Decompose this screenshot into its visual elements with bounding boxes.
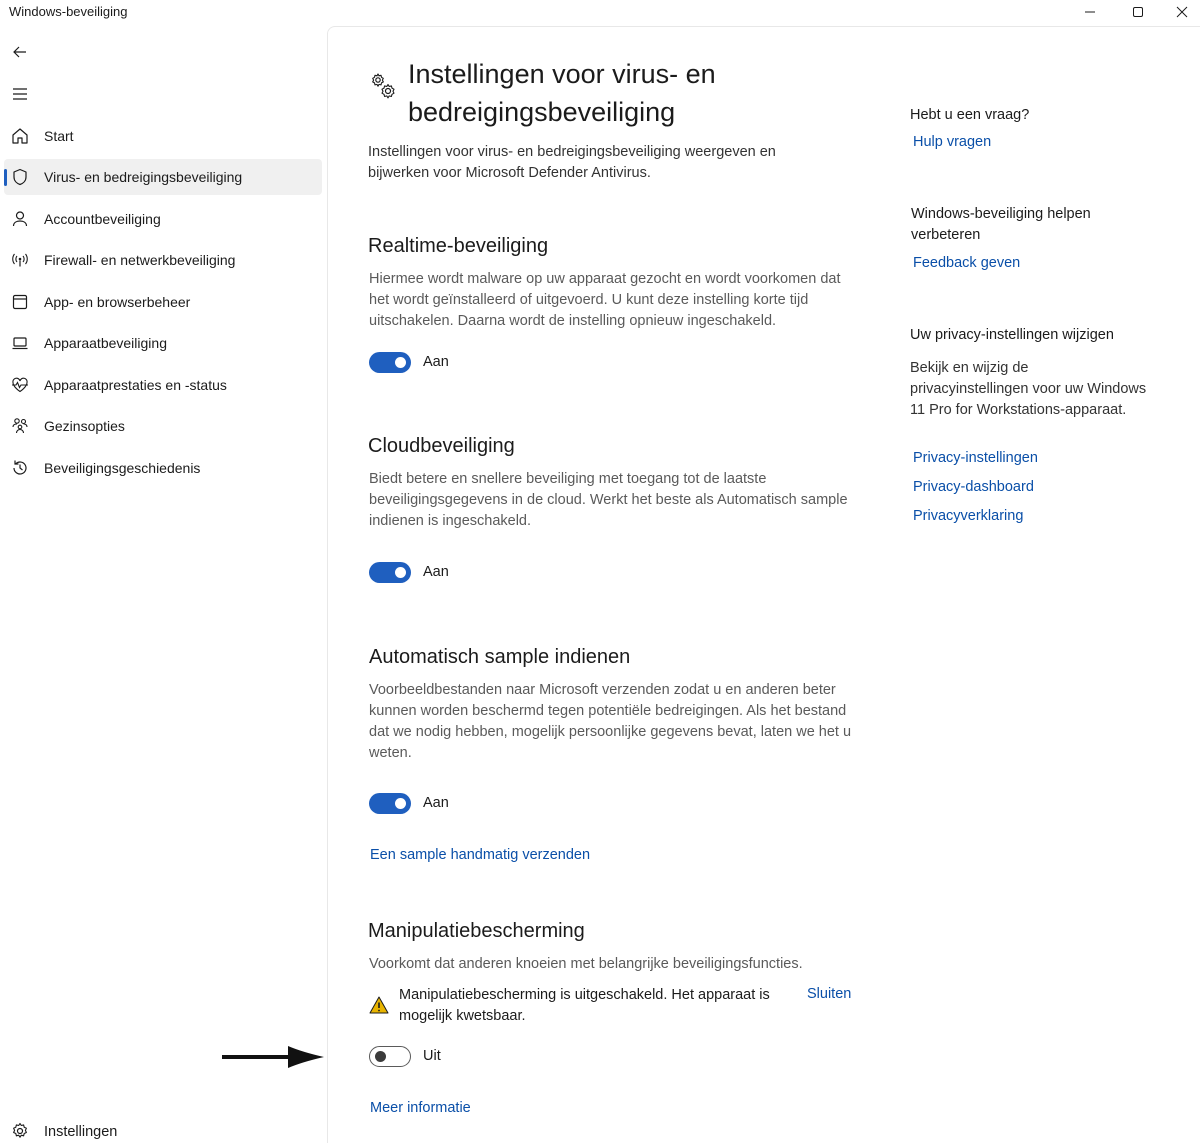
- sidebar-item-label: Start: [44, 128, 74, 144]
- toggle-knob: [395, 798, 406, 809]
- realtime-toggle[interactable]: [369, 352, 411, 373]
- toggle-knob: [375, 1051, 386, 1062]
- browser-window-icon: [10, 292, 30, 312]
- more-info-link[interactable]: Meer informatie: [370, 1100, 471, 1116]
- page-description: Instellingen voor virus- en bedreigingsbeveiliging weergeven en bijwerken voor Microsoft Defender Antivirus.: [368, 144, 776, 181]
- sample-title: Automatisch sample indienen: [369, 646, 631, 668]
- question-heading: Hebt u een vraag?: [910, 107, 1030, 123]
- realtime-description: Hiermee wordt malware op uw apparaat gezocht en wordt voorkomen dat het wordt geïnstalleerd of uitgevoerd. U kunt deze instelling korte tijd uitschakelen. Daarna wordt de instelling opnieuw ingeschakeld.: [369, 271, 841, 329]
- sidebar-item-family[interactable]: [4, 408, 322, 444]
- sidebar-item-label: Beveiligingsgeschiedenis: [44, 460, 201, 476]
- window-title: Windows-beveiliging: [9, 4, 128, 19]
- sample-state-label: Aan: [423, 795, 449, 811]
- tamper-description: Voorkomt dat anderen knoeien met belangrijke beveiligingsfuncties.: [369, 956, 803, 972]
- realtime-state-label: Aan: [423, 354, 449, 370]
- sidebar-item-virus-protection[interactable]: [4, 159, 322, 195]
- wireless-icon: [10, 250, 30, 270]
- gear-icon[interactable]: [10, 1121, 30, 1141]
- minimize-icon: [1084, 6, 1096, 18]
- hamburger-icon: [10, 84, 30, 104]
- sample-description: Voorbeeldbestanden naar Microsoft verzenden zodat u en anderen beter kunnen worden beschermd tegen potentiële bedreigingen. Als het bestand dat we nodig hebben, mogelijk persoonlijke gegevens bevat, laten we het u weten.: [369, 682, 852, 761]
- title-bar: [0, 0, 1200, 26]
- toggle-knob: [395, 357, 406, 368]
- sidebar-item-history[interactable]: [4, 450, 322, 486]
- tamper-toggle[interactable]: [369, 1046, 411, 1067]
- menu-button[interactable]: [10, 84, 30, 104]
- home-icon: [10, 126, 30, 146]
- tamper-title: Manipulatiebescherming: [368, 920, 585, 942]
- sidebar-item-label: App- en browserbeheer: [44, 294, 191, 310]
- sidebar-item-firewall[interactable]: [4, 242, 322, 278]
- improve-heading: Windows-beveiliging helpen verbeteren: [911, 206, 1091, 243]
- back-button[interactable]: [10, 42, 30, 62]
- sidebar-item-device-security[interactable]: [4, 325, 322, 361]
- help-link[interactable]: Hulp vragen: [913, 134, 992, 150]
- settings-link[interactable]: Instellingen: [44, 1124, 118, 1140]
- sidebar-item-label: Virus- en bedreigingsbeveiliging: [44, 169, 243, 185]
- sidebar-item-start[interactable]: [4, 118, 322, 154]
- privacy-settings-link[interactable]: Privacy-instellingen: [913, 450, 1038, 466]
- heart-pulse-icon: [10, 375, 30, 395]
- privacy-heading: Uw privacy-instellingen wijzigen: [910, 327, 1114, 343]
- sidebar-item-label: Accountbeveiliging: [44, 211, 161, 227]
- privacy-dashboard-link[interactable]: Privacy-dashboard: [913, 479, 1034, 495]
- privacy-text: Bekijk en wijzig de privacyinstellingen voor uw Windows 11 Pro for Workstations-apparaat.: [910, 360, 1147, 418]
- tamper-state-label: Uit: [423, 1048, 441, 1064]
- realtime-title: Realtime-beveiliging: [368, 235, 549, 257]
- maximize-icon: [1132, 6, 1144, 18]
- maximize-button[interactable]: [1116, 0, 1160, 24]
- shield-icon: [10, 167, 30, 187]
- toggle-knob: [395, 567, 406, 578]
- feedback-link[interactable]: Feedback geven: [913, 255, 1021, 271]
- sample-toggle[interactable]: [369, 793, 411, 814]
- page-title: Instellingen voor virus- en bedreigingsbeveiliging: [408, 59, 716, 127]
- history-icon: [10, 458, 30, 478]
- main-content: [327, 26, 1200, 1143]
- sidebar-item-account[interactable]: [4, 201, 322, 237]
- cloud-toggle[interactable]: [369, 562, 411, 583]
- sidebar-item-app-browser[interactable]: [4, 284, 322, 320]
- person-icon: [10, 209, 30, 229]
- cloud-state-label: Aan: [423, 564, 449, 580]
- tamper-warning-text: Manipulatiebescherming is uitgeschakeld. Het apparaat is mogelijk kwetsbaar.: [399, 987, 770, 1024]
- active-indicator: [4, 169, 7, 186]
- back-arrow-icon: [10, 42, 30, 62]
- warning-icon: [369, 995, 389, 1015]
- privacy-statement-link[interactable]: Privacyverklaring: [913, 508, 1024, 524]
- close-button[interactable]: [1160, 0, 1200, 24]
- family-icon: [10, 416, 30, 436]
- sidebar-item-label: Firewall- en netwerkbeveiliging: [44, 252, 236, 268]
- pointer-arrow-icon: [222, 1036, 326, 1078]
- dismiss-warning-link[interactable]: Sluiten: [807, 986, 852, 1002]
- sidebar: [0, 26, 327, 1143]
- sidebar-item-label: Gezinsopties: [44, 418, 125, 434]
- sidebar-item-label: Apparaatprestaties en -status: [44, 377, 227, 393]
- sidebar-item-label: Apparaatbeveiliging: [44, 335, 167, 351]
- cloud-title: Cloudbeveiliging: [368, 435, 515, 457]
- close-icon: [1176, 6, 1188, 18]
- laptop-icon: [10, 333, 30, 353]
- sidebar-item-device-performance[interactable]: [4, 367, 322, 403]
- cloud-description: Biedt betere en snellere beveiliging met toegang tot de laatste beveiligingsgegevens in de cloud. Werkt het beste als Automatisch sample indienen is ingeschakeld.: [369, 471, 848, 529]
- settings-gears-icon: [369, 71, 399, 103]
- minimize-button[interactable]: [1068, 0, 1112, 24]
- manual-sample-link[interactable]: Een sample handmatig verzenden: [370, 847, 591, 863]
